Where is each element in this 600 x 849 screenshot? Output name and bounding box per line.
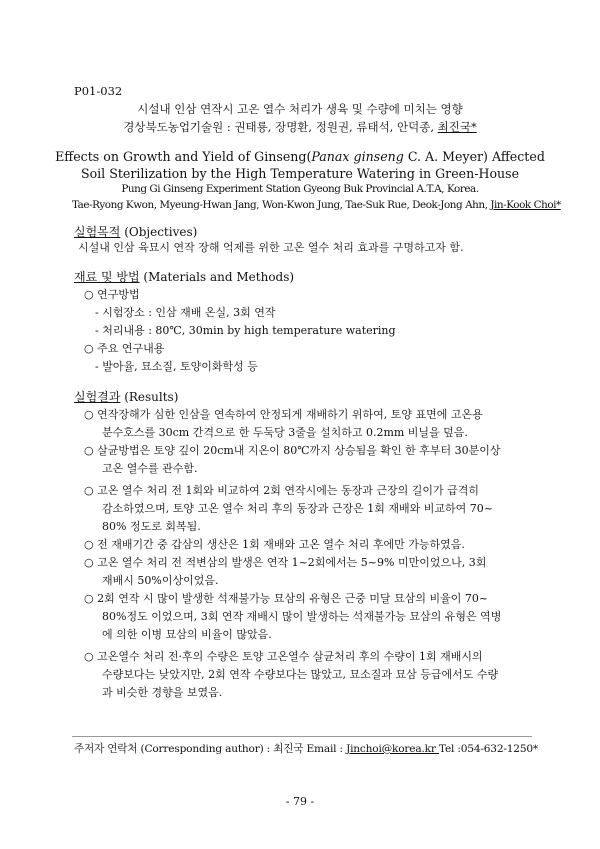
results-line: 분수호스를 30cm 간격으로 한 두둑당 3줄을 설치하고 0.2mm 비닐을 덮음. [102, 426, 468, 439]
results-line: ○ 고온열수 처리 전·후의 수량은 토양 고온열수 살균처리 후의 수량이 1회 재배시의 [84, 650, 483, 663]
english-corresponding-author: Jin-Kook Choi* [490, 199, 561, 211]
results-line: 과 비슷한 경향을 보였음. [102, 686, 223, 699]
results-line: 수량보다는 낮았지만, 2회 연작 수량보다는 많았고, 묘소질과 묘삼 등급에서도 수량 [102, 668, 499, 681]
korean-authors [0, 119, 600, 135]
objectives-heading-ko: 실험목적 [74, 225, 121, 239]
methods-line: - 처리내용 : 80℃, 30min by high temperature watering [95, 324, 396, 337]
results-heading-ko: 실험결과 [74, 390, 121, 404]
contact-label: 주저자 연락처 (Corresponding author) : 최진국 Email : [74, 743, 347, 755]
results-line: ○ 전 재배기간 중 갑삼의 생산은 1회 재배와 고온 열수 처리 후에만 가능하였음. [84, 538, 465, 551]
results-line: 재배시 50%이상이었음. [102, 574, 219, 587]
english-title-part: Effects on Growth and Yield of Ginseng( [55, 149, 312, 164]
objectives-heading [74, 223, 197, 240]
institution: Pung Gi Ginseng Experiment Station Gyeong Buk Provincial A.T.A, Korea. [121, 183, 479, 195]
korean-authors-list: 경상북도농업기술원 : 권태룡, 장명환, 정원권, 류태석, 안덕종, [123, 120, 438, 134]
results-line: 80%정도 이었으며, 3회 연작 재배시 많이 발생하는 석재불가능 묘삼의 유형은 역병 [102, 610, 502, 623]
results-line: 고온 열수를 관수함. [102, 462, 198, 475]
english-authors [72, 199, 561, 211]
methods-line: - 발아율, 묘소질, 토양이화학성 등 [95, 360, 258, 373]
results-line: 감소하였으며, 토양 고온 열수 처리 후의 동장과 근장은 1회 재배와 비교하여 70~ [102, 502, 493, 515]
results-line: ○ 고온 열수 처리 전 1회와 비교하여 2회 연작시에는 동장과 근장의 길이가 급격히 [84, 484, 479, 497]
english-title-line-2: Soil Sterilization by the High Temperature Watering in Green-House [80, 166, 520, 181]
page-number: - 79 - [285, 795, 315, 808]
email-link[interactable]: Jinchoi@korea.kr [346, 743, 439, 755]
english-title-line-1 [0, 149, 600, 164]
phone-number: Tel :054-632-1250* [438, 743, 539, 755]
english-authors-list: Tae-Ryong Kwon, Myeung-Hwan Jang, Won-Kwon Jung, Tae-Suk Rue, Deok-Jong Ahn, [72, 199, 491, 211]
english-title-part: C. A. Meyer) Affected [403, 149, 545, 164]
results-heading [74, 388, 178, 405]
korean-title: 시설내 인삼 연작시 고온 열수 처리가 생육 및 수량에 미치는 영향 [137, 102, 463, 116]
results-line: ○ 연작장해가 심한 인삼을 연속하여 안정되게 재배하기 위하여, 토양 표면에 고온용 [84, 408, 483, 421]
abstract-code: P01-032 [74, 84, 123, 98]
results-line: ○ 고온 열수 처리 전 적변삼의 발생은 연작 1~2회에서는 5~9% 미만이었으나, 3회 [84, 556, 487, 569]
methods-line: ○ 연구방법 [84, 288, 140, 301]
results-line: 80% 정도로 회복됨. [102, 520, 201, 533]
objectives-heading-en: (Objectives) [120, 225, 198, 239]
methods-heading-ko: 재료 및 방법 [74, 270, 140, 284]
corresponding-contact [74, 741, 538, 756]
species-name: Panax ginseng [311, 149, 404, 164]
results-line: ○ 살균방법은 토양 깊이 20cm내 지온이 80℃까지 상승됨을 확인 한 후부터 30분이상 [84, 444, 501, 457]
results-heading-en: (Results) [120, 390, 179, 404]
footer-divider [72, 736, 532, 737]
results-line: 에 의한 이병 묘삼의 비율이 많았음. [102, 628, 272, 641]
methods-heading-en: (Materials and Methods) [139, 270, 295, 284]
korean-corresponding-author: 최진국* [437, 120, 477, 134]
results-line: ○ 2회 연작 시 많이 발생한 석재불가능 묘삼의 유형은 근중 미달 묘삼의 비율이 70~ [84, 592, 489, 605]
methods-line: - 시험장소 : 인삼 재배 온실, 3회 연작 [95, 306, 276, 319]
methods-heading [74, 268, 294, 285]
objectives-text: 시설내 인삼 육묘시 연작 장해 억제를 위한 고온 열수 처리 효과를 구명하고자 함. [78, 241, 464, 254]
methods-line: ○ 주요 연구내용 [84, 342, 165, 355]
